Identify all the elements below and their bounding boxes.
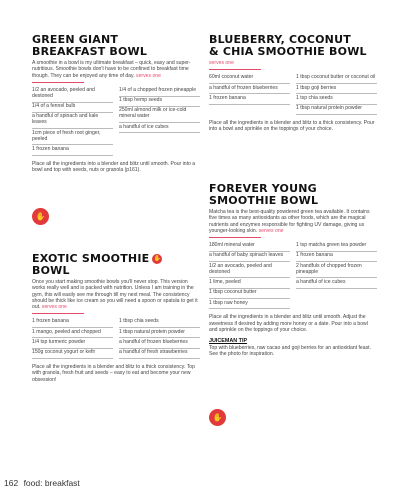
accent-rule bbox=[32, 82, 84, 83]
section-name: food: breakfast bbox=[23, 478, 80, 488]
ingredient-item: 2 handfuls of chopped frozen pineapple bbox=[296, 262, 377, 278]
ingredient-item: a handful of ice cubes bbox=[296, 278, 377, 288]
ingredients-col bbox=[119, 319, 200, 359]
ingredient-item: a handful of spinach and kale leaves bbox=[32, 113, 113, 129]
ingredient-item: 1 frozen banana bbox=[209, 94, 290, 104]
vegan-badge-icon: ✋ bbox=[209, 409, 226, 426]
recipe-title bbox=[209, 183, 377, 206]
ingredient-item: 1cm piece of fresh root ginger, peeled bbox=[32, 129, 113, 145]
ingredients-col bbox=[209, 243, 290, 309]
accent-rule bbox=[209, 237, 261, 238]
recipe-forever-young bbox=[209, 183, 377, 358]
ingredient-item: 250ml almond milk or ice-cold mineral water bbox=[119, 107, 200, 123]
accent-rule bbox=[209, 69, 261, 70]
ingredients-table bbox=[209, 243, 377, 309]
title-line: BREAKFAST BOWL bbox=[32, 44, 148, 58]
title-line: EXOTIC SMOOTHIE bbox=[32, 252, 150, 265]
ingredient-item: 1/4 of a chopped frozen pineapple bbox=[119, 88, 200, 97]
title-line: SMOOTHIE BOWL bbox=[209, 193, 319, 207]
page-number: 162 bbox=[4, 478, 19, 488]
recipe-method: Place all the ingredients in a blender and blitz until smooth. Adjust the sweetness if desired by adding more honey or a date. Pour into a bowl and sprinkle on the toppings of your choice. bbox=[209, 314, 368, 333]
ingredient-item: a handful of frozen blueberries bbox=[209, 84, 290, 94]
title-line: BOWL bbox=[32, 263, 70, 277]
ingredients-col bbox=[32, 319, 113, 359]
intro-text: A smoothie in a bowl is my ultimate breakfast – quick, easy and super-nutritious. Smoothie bowls don't have to be confined to breakfast time though. They can be enjoyed any time of day. bbox=[32, 60, 191, 79]
recipe-title bbox=[209, 34, 377, 57]
ingredient-item: 1 frozen banana bbox=[32, 145, 113, 155]
ingredients-table bbox=[209, 75, 377, 115]
ingredients-col bbox=[119, 88, 200, 156]
page-footer bbox=[4, 478, 80, 488]
tip-heading: JUICEMAN TIP bbox=[209, 338, 248, 345]
tip-text: Top with blueberries, raw cacao and goji berries for an antioxidant feast. See the photo for inspiration. bbox=[209, 345, 371, 358]
recipe-blueberry bbox=[209, 34, 377, 132]
ingredient-item: 1 tbsp hemp seeds bbox=[119, 97, 200, 107]
ingredients-col bbox=[296, 243, 377, 309]
serves-label: serves one bbox=[41, 304, 67, 311]
ingredient-item: 1 tsp chia seeds bbox=[296, 94, 377, 104]
ingredients-table bbox=[32, 319, 200, 359]
ingredient-item: 1 lime, peeled bbox=[209, 278, 290, 288]
ingredient-item: 1 tbsp raw honey bbox=[209, 299, 290, 309]
ingredients-table bbox=[32, 88, 200, 156]
serves-label: serves one bbox=[136, 72, 161, 79]
ingredient-item: 1 tbsp goji berries bbox=[296, 84, 377, 94]
title-line: FOREVER YOUNG bbox=[209, 182, 317, 195]
ingredient-item: 1 frozen banana bbox=[296, 252, 377, 262]
intro-text: Once you start making smoothie bowls you'll never stop. This version works really well and is packed with nutrition. Unless I am training in the gym, this will easily see me through till my next meal. The consistency should be thick like ice cream so you will need a spoon or spatula to get it out. bbox=[32, 279, 198, 311]
ingredient-item: 1/2 an avocado, peeled and destoned bbox=[209, 262, 290, 278]
ingredient-item: 1 tsp matcha green tea powder bbox=[296, 243, 377, 252]
title-line: & CHIA SMOOTHIE BOWL bbox=[209, 44, 367, 58]
serves-label: serves one bbox=[209, 60, 234, 66]
recipe-intro bbox=[32, 60, 200, 79]
ingredient-item: a handful of ice cubes bbox=[119, 123, 200, 133]
ingredient-item: 1 tbsp coconut butter or coconut oil bbox=[296, 75, 377, 84]
ingredient-item: 1 tbsp natural protein powder bbox=[296, 105, 377, 115]
recipe-green-giant bbox=[32, 34, 200, 173]
ingredient-item: 150g coconut yogurt or kefir bbox=[32, 349, 113, 359]
recipe-method: Place all the ingredients into a blender and blitz until smooth. Pour into a bowl and top with seeds, nuts or granola (p161). bbox=[32, 160, 196, 173]
ingredient-item: 1 mango, peeled and chopped bbox=[32, 328, 113, 338]
ingredient-item: a handful of baby spinach leaves bbox=[209, 252, 290, 262]
ingredient-item: 1/4 of a fennel bulb bbox=[32, 103, 113, 113]
badge-icon: ✋ bbox=[153, 255, 162, 262]
ingredient-item: 1/4 tsp turmeric powder bbox=[32, 338, 113, 348]
recipe-intro bbox=[209, 60, 377, 66]
recipe-title bbox=[32, 34, 200, 57]
accent-rule bbox=[32, 313, 84, 314]
recipe-intro bbox=[209, 209, 377, 234]
ingredients-col bbox=[296, 75, 377, 115]
ingredient-item: 1/2 an avocado, peeled and destoned bbox=[32, 88, 113, 103]
title-line: BLUEBERRY, COCONUT bbox=[209, 33, 351, 46]
ingredient-item: a handful of frozen blueberries bbox=[119, 338, 200, 348]
ingredient-item: 180ml mineral water bbox=[209, 243, 290, 252]
title-line: GREEN GIANT bbox=[32, 33, 119, 46]
ingredient-item: 1 frozen banana bbox=[32, 319, 113, 328]
ingredient-item: 1 tbsp natural protein powder bbox=[119, 328, 200, 338]
ingredient-item: 1 tbsp chia seeds bbox=[119, 319, 200, 328]
recipe-intro bbox=[32, 279, 200, 310]
serves-label: serves one bbox=[258, 227, 284, 234]
vegan-badge-icon: ✋ bbox=[32, 208, 49, 225]
recipe-title bbox=[32, 253, 200, 276]
ingredients-col bbox=[209, 75, 290, 115]
ingredient-item: 60ml coconut water bbox=[209, 75, 290, 84]
ingredient-item: a handful of fresh strawberries bbox=[119, 349, 200, 359]
ingredients-col bbox=[32, 88, 113, 156]
recipe-exotic bbox=[32, 253, 200, 383]
intro-text: Matcha tea is the best-quality powdered green tea available. It contains five times as many antioxidants as other foods, which are the magical nutrients and enzymes responsible for fighting UV damage, giving us younger-looking skin. bbox=[209, 209, 370, 234]
recipe-method: Place all the ingredients in a blender and blitz to a thick consistency. Pour into a bowl and sprinkle on the toppings of your choice. bbox=[209, 119, 375, 133]
ingredient-item: 1 tbsp coconut butter bbox=[209, 289, 290, 299]
recipe-method: Place all the ingredients in a blender and blitz to a thick consistency. Top with granola, fresh fruit and seeds – easy to eat and become your new obsession! bbox=[32, 364, 195, 383]
